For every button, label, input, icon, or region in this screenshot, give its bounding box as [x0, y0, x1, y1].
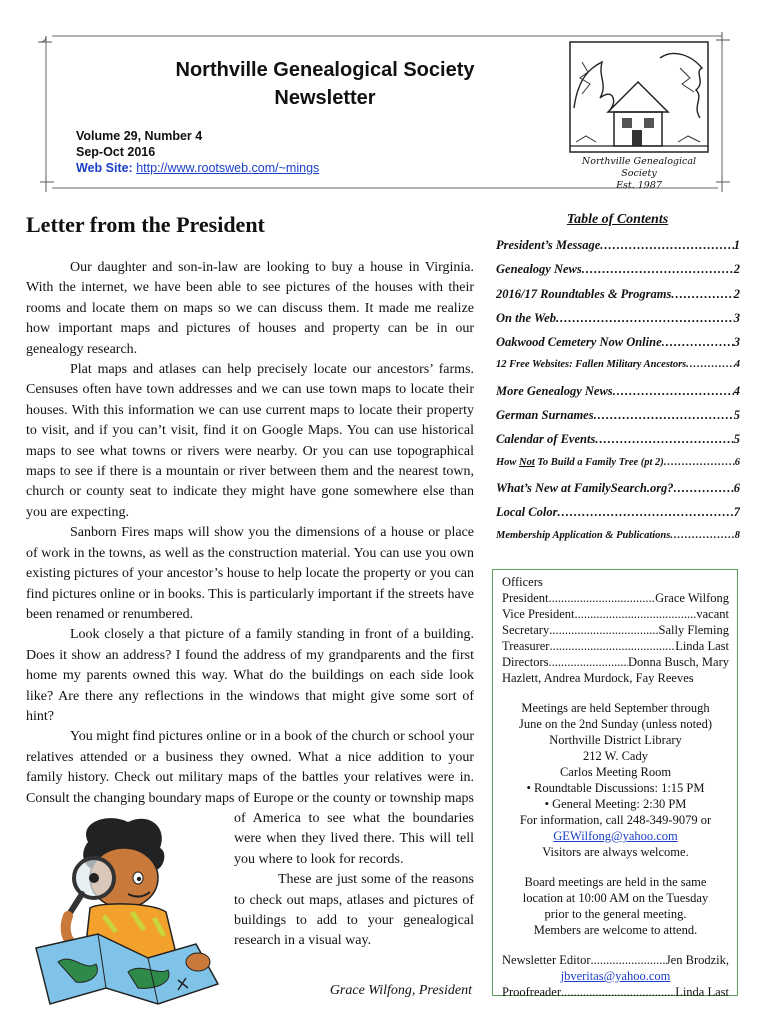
toc-item-page: 2 [733, 262, 740, 277]
society-logo [568, 38, 710, 191]
toc-item[interactable] [496, 457, 740, 481]
toc-item-title: President’s Message [496, 238, 601, 252]
toc-item-page: 5 [733, 432, 740, 447]
house-sketch-icon [568, 38, 710, 156]
boy-with-magnifier-icon [28, 812, 228, 1012]
meeting-line: 212 W. Cady [583, 749, 648, 763]
letter-signature: Grace Wilfong, President [329, 983, 472, 998]
issue-date: Sep-Oct 2016 [76, 145, 156, 159]
letter-paragraph: Our daughter and son-in-law are looking to buy a house in Virginia. With the internet, we have been able to see pictures of the houses with their rooms and locate them on maps so we can discuss them. It made me realize how important maps and pictures of houses and property can be in our genealogy research. [26, 260, 474, 357]
table-of-contents [496, 238, 740, 554]
toc-item-page: 4 [734, 359, 740, 371]
toc-item[interactable] [496, 238, 740, 262]
toc-item-title: What’s New at FamilySearch.org? [496, 480, 674, 495]
officer-row-secretary: Secretary ..... Sally Fleming [502, 622, 729, 638]
proofreader-row: Proofreader ..... Linda Last [502, 984, 729, 1000]
web-site-label: Web Site: [76, 161, 133, 175]
officer-row-treasurer: Treasurer ..... Linda Last [502, 638, 729, 654]
visitors-welcome: Visitors are always welcome. [542, 845, 689, 859]
toc-item-page: 3 [733, 310, 740, 325]
meeting-line: For information, call 248-349-9079 or [519, 813, 712, 827]
logo-caption-established: Est. 1987 [616, 180, 662, 191]
newsletter-staff [502, 952, 729, 1000]
meeting-line: Meetings are held September through [521, 701, 710, 715]
toc-item[interactable] [496, 311, 740, 335]
officer-row-directors: Directors ..... Donna Busch, Mary [502, 654, 729, 670]
letter-paragraph: These are just some of the reasons to check out maps, atlases and pictures of buildings to add to your genealogical research in a visual way. [234, 872, 474, 949]
volume-number: Volume 29, Number 4 [76, 129, 203, 143]
toc-item[interactable] [496, 335, 740, 359]
officer-directors-continued: Hazlett, Andrea Murdock, Fay Reeves [502, 671, 694, 685]
web-site-link[interactable]: http://www.rootsweb.com/~mings [136, 161, 320, 175]
toc-item-page: 6 [734, 456, 740, 468]
toc-item-title: Calendar of Events [496, 432, 596, 447]
meeting-line: • Roundtable Discussions: 1:15 PM [526, 781, 705, 795]
toc-item-title: How Not To Build a Family Tree (pt 2) [496, 456, 664, 468]
board-line: location at 10:00 AM on the Tuesday [522, 891, 709, 905]
letter-paragraph: Look closely a that picture of a family standing in front of a building. Does it show an address? I found the address of my grandparents and the first home my parents owned this way. What do the buildings on each side look like? Are there any reflections in the windows that might give some sort of hint? [26, 627, 474, 724]
toc-item[interactable] [496, 530, 740, 554]
board-line: Board meetings are held in the same [524, 875, 707, 889]
toc-item-title: Membership Application & Publications [496, 529, 671, 541]
meeting-info [502, 700, 729, 860]
toc-item-title: More Genealogy News [496, 383, 613, 398]
letter-heading: Letter from the President [26, 212, 265, 237]
logo-caption [568, 156, 710, 192]
issue-info [76, 128, 319, 176]
board-line: prior to the general meeting. [544, 907, 687, 921]
toc-item-title: On the Web [496, 310, 556, 325]
toc-item-page: 3 [733, 335, 740, 350]
toc-item-title: 12 Free Websites: Fallen Military Ancestors [496, 359, 687, 371]
toc-item-title: Oakwood Cemetery Now Online [496, 335, 662, 350]
officers-info-box [492, 569, 738, 999]
editor-email-link[interactable]: jbveritas@yahoo.com [560, 969, 671, 983]
title-line-1: Northville Genealogical Society [175, 59, 475, 81]
meeting-line: Northville District Library [549, 733, 682, 747]
meeting-line: • General Meeting: 2:30 PM [544, 797, 687, 811]
toc-item-page: 8 [734, 529, 740, 541]
toc-item[interactable] [496, 287, 740, 311]
letter-paragraph: Plat maps and atlases can help precisely locate our ancestors’ farms. Censuses often have town addresses and we can use town maps to locate their houses. With this information we can use current maps to locate their property to visit, and if you can’t visit, find it on Google Maps. You can use historical maps to see what towns or rivers were nearby. Or you can use topographical maps to see if there is a mountain or river between them and the nearest town, church or county seat to indicate they might have gone somewhere else than you are expecting. [26, 362, 474, 520]
meeting-line: Carlos Meeting Room [559, 765, 672, 779]
board-meeting-info [502, 874, 729, 938]
toc-item[interactable] [496, 262, 740, 286]
officer-row-president: President ..... Grace Wilfong [502, 590, 729, 606]
toc-item-page: 1 [733, 238, 740, 252]
toc-item-page: 4 [733, 383, 740, 398]
toc-item-title: German Surnames [496, 408, 594, 423]
editor-row: Newsletter Editor ..... Jen Brodzik, [502, 952, 729, 968]
toc-item[interactable] [496, 432, 740, 456]
toc-item-title: Genealogy News [496, 262, 582, 277]
officer-row-vice-president: Vice President ..... vacant [502, 606, 729, 622]
contact-email-link[interactable]: GEWilfong@yahoo.com [553, 829, 678, 843]
toc-item-title: Local Color [496, 505, 558, 520]
newsletter-title [160, 56, 490, 112]
toc-item-title: 2016/17 Roundtables & Programs [496, 286, 672, 301]
officers-heading: Officers [502, 575, 543, 589]
meeting-line: June on the 2nd Sunday (unless noted) [518, 717, 713, 731]
letter-paragraph: You might find pictures online or in a book of the church or school your relatives attended or a business they owned. What a nice addition to your family history. Check out military maps of the battles your relatives were in. Consult the changing boundary maps of Europe or the county or township maps of America to see what the boundaries were when they lived there. This will tell you where to look for records. [26, 729, 474, 867]
toc-item[interactable] [496, 481, 740, 505]
toc-item[interactable] [496, 408, 740, 432]
toc-item-page: 6 [733, 480, 740, 495]
toc-item-page: 2 [733, 286, 740, 301]
toc-item[interactable] [496, 384, 740, 408]
board-line: Members are welcome to attend. [533, 923, 698, 937]
logo-caption-name: Northville Genealogical Society [581, 156, 697, 179]
toc-item[interactable] [496, 505, 740, 529]
toc-item[interactable] [496, 359, 740, 383]
toc-item-page: 7 [733, 505, 740, 520]
title-line-2: Newsletter [274, 87, 376, 109]
letter-paragraph: Sanborn Fires maps will show you the dimensions of a house or place of work in the towns, as well as the construction material. You can use you own existing pictures of your ancestor’s house to help locate the property or you can find pictures online or in books. This is particularly important if the streets have been renamed or renumbered. [26, 525, 474, 622]
toc-title: Table of Contents [566, 212, 669, 227]
toc-item-page: 5 [733, 408, 740, 423]
